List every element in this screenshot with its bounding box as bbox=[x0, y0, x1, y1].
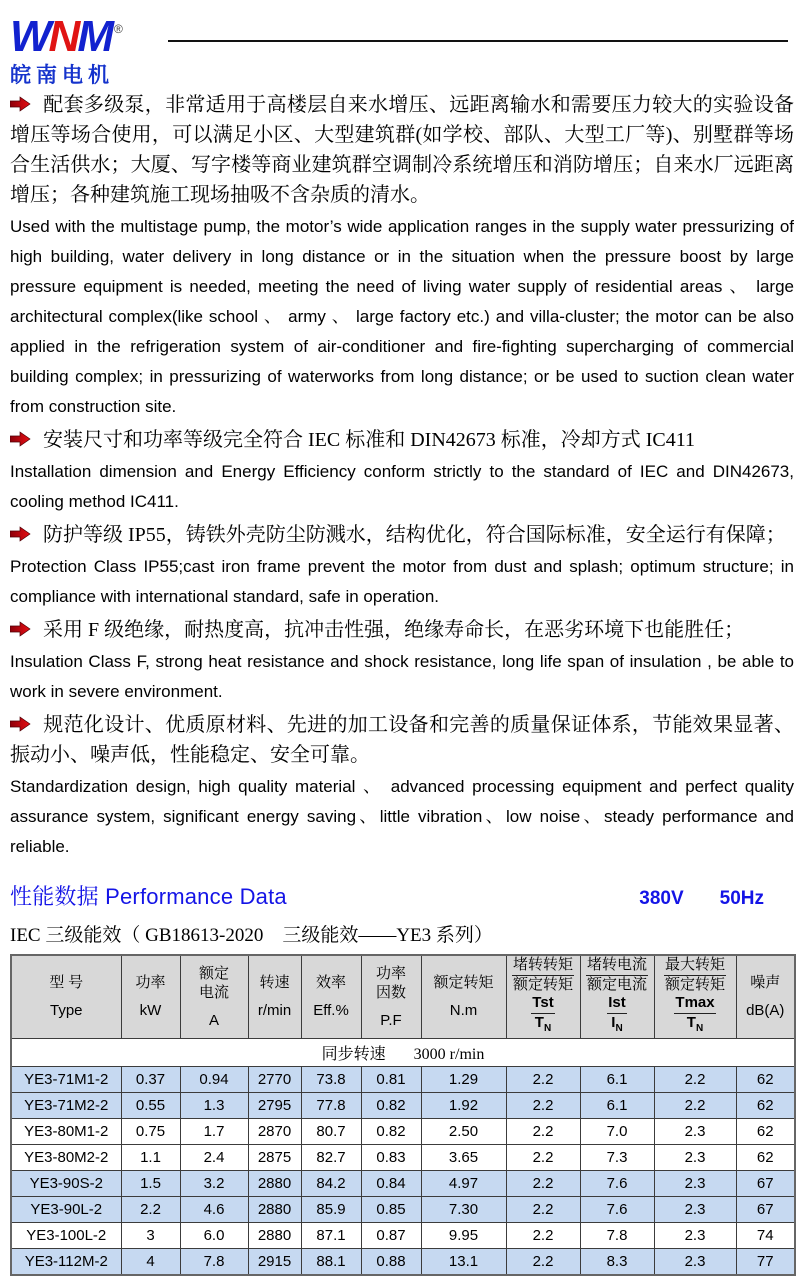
value-cell: 62 bbox=[736, 1145, 795, 1171]
bullet-paragraph-cn bbox=[10, 520, 794, 550]
sync-speed-label: 同步转速 bbox=[321, 1046, 386, 1063]
arrow-bullet-icon bbox=[10, 621, 31, 637]
value-cell: 67 bbox=[736, 1197, 795, 1223]
registered-trademark-icon: ® bbox=[113, 22, 123, 36]
col-header-rated-current bbox=[180, 955, 248, 1039]
paragraph-text: 防护等级 IP55，铸铁外壳防尘防溅水，结构优化，符合国际标准，安全运行有保障； bbox=[43, 524, 786, 546]
value-cell: 1.3 bbox=[180, 1093, 248, 1119]
logo-chinese-name: 皖南电机 bbox=[10, 64, 114, 87]
table-row bbox=[11, 1093, 795, 1119]
value-cell: 2870 bbox=[248, 1119, 301, 1145]
performance-table bbox=[10, 954, 796, 1276]
wnm-logo bbox=[10, 8, 792, 89]
col-header-locked-rotor-current-ratio bbox=[580, 955, 654, 1039]
value-cell: 2.3 bbox=[654, 1197, 736, 1223]
model-cell: YE3-90L-2 bbox=[11, 1197, 121, 1223]
fraction-denominator-cn: 额定转矩 bbox=[512, 977, 573, 993]
efficiency-standard-line: IEC 三级能效（ GB18613-2020 三级能效——YE3 系列） bbox=[10, 925, 493, 946]
value-cell: 77 bbox=[736, 1249, 795, 1276]
logo-letter-n: N bbox=[48, 12, 78, 61]
bullet-paragraph-cn bbox=[10, 425, 794, 455]
table-row bbox=[11, 1067, 795, 1093]
value-cell: 1.7 bbox=[180, 1119, 248, 1145]
value-cell: 7.3 bbox=[580, 1145, 654, 1171]
model-cell: YE3-100L-2 bbox=[11, 1223, 121, 1249]
value-cell: 62 bbox=[736, 1067, 795, 1093]
paragraph-text: 规范化设计、优质原材料、先进的加工设备和完善的质量保证体系，节能效果显著、振动小、噪声低，性能稳定、安全可靠。 bbox=[10, 714, 794, 766]
voltage-rating: 380V bbox=[639, 888, 684, 909]
header-unit: dB(A) bbox=[746, 1002, 785, 1019]
ratings bbox=[639, 888, 764, 910]
value-cell: 0.85 bbox=[361, 1197, 421, 1223]
arrow-bullet-icon bbox=[10, 431, 31, 447]
arrow-bullet-icon bbox=[10, 526, 31, 542]
value-cell: 1.92 bbox=[421, 1093, 506, 1119]
value-cell: 85.9 bbox=[301, 1197, 361, 1223]
value-cell: 2.2 bbox=[506, 1223, 580, 1249]
header-cn: 功率 因数 bbox=[375, 965, 406, 1001]
value-cell: 82.7 bbox=[301, 1145, 361, 1171]
value-cell: 2915 bbox=[248, 1249, 301, 1276]
value-cell: 2.3 bbox=[654, 1249, 736, 1276]
value-cell: 4 bbox=[121, 1249, 180, 1276]
english-paragraph: Installation dimension and Energy Efficiency conform strictly to the standard of IEC and DIN42673, cooling method IC411. bbox=[10, 462, 794, 511]
section-title: 性能数据 Performance Data bbox=[10, 884, 287, 909]
value-cell: 0.81 bbox=[361, 1067, 421, 1093]
table-header-row bbox=[11, 955, 795, 1039]
table-row bbox=[11, 1145, 795, 1171]
value-cell: 0.83 bbox=[361, 1145, 421, 1171]
value-cell: 2.50 bbox=[421, 1119, 506, 1145]
header-cn: 额定转矩 bbox=[433, 975, 494, 991]
logo-letter-m: M bbox=[77, 12, 111, 61]
value-cell: 4.97 bbox=[421, 1171, 506, 1197]
value-cell: 13.1 bbox=[421, 1249, 506, 1276]
col-header-power-factor bbox=[361, 955, 421, 1039]
fraction-denominator-symbol: $T_N$ bbox=[686, 1014, 704, 1034]
logo-letter-w: W bbox=[10, 12, 49, 61]
col-header-speed bbox=[248, 955, 301, 1039]
value-cell: 0.75 bbox=[121, 1119, 180, 1145]
fraction-denominator-cn: 额定转矩 bbox=[664, 977, 725, 993]
value-cell: 1.1 bbox=[121, 1145, 180, 1171]
value-cell: 4.6 bbox=[180, 1197, 248, 1223]
value-cell: 7.8 bbox=[180, 1249, 248, 1276]
value-cell: 2795 bbox=[248, 1093, 301, 1119]
value-cell: 2.2 bbox=[506, 1145, 580, 1171]
english-paragraph: Protection Class IP55;cast iron frame prevent the motor from dust and splash; optimum structure; in compliance with international standard, safe in operation. bbox=[10, 557, 794, 606]
value-cell: 2.2 bbox=[506, 1093, 580, 1119]
header-divider bbox=[168, 40, 788, 42]
performance-data-section bbox=[10, 880, 792, 1276]
performance-section-header bbox=[10, 880, 792, 911]
sync-speed-row bbox=[11, 1039, 795, 1067]
value-cell: 7.0 bbox=[580, 1119, 654, 1145]
value-cell: 88.1 bbox=[301, 1249, 361, 1276]
value-cell: 0.88 bbox=[361, 1249, 421, 1276]
value-cell: 7.8 bbox=[580, 1223, 654, 1249]
arrow-bullet-icon bbox=[10, 716, 31, 732]
value-cell: 1.29 bbox=[421, 1067, 506, 1093]
col-header-type bbox=[11, 955, 121, 1039]
value-cell: 7.6 bbox=[580, 1171, 654, 1197]
value-cell: 87.1 bbox=[301, 1223, 361, 1249]
fraction-denominator-symbol: $T_N$ bbox=[534, 1014, 552, 1034]
value-cell: 0.87 bbox=[361, 1223, 421, 1249]
table-row bbox=[11, 1171, 795, 1197]
value-cell: 3.65 bbox=[421, 1145, 506, 1171]
value-cell: 6.1 bbox=[580, 1067, 654, 1093]
header-unit: A bbox=[208, 1011, 219, 1029]
table-row bbox=[11, 1197, 795, 1223]
value-cell: 74 bbox=[736, 1223, 795, 1249]
value-cell: 62 bbox=[736, 1093, 795, 1119]
value-cell: 1.5 bbox=[121, 1171, 180, 1197]
bullet-paragraph-cn bbox=[10, 90, 794, 210]
value-cell: 9.95 bbox=[421, 1223, 506, 1249]
paragraph-text: 配套多级泵，非常适用于高楼层自来水增压、远距离输水和需要压力较大的实验设备增压等场合使用，可以满足小区、大型建筑群(如学校、部队、大型工厂等)、别墅群等场合生活供水；大厦、写字楼等商业建筑群空调制冷系统增压和消防增压；自来水厂远距离增压；各种建筑施工现场抽吸不含杂质的清水。 bbox=[10, 94, 794, 206]
value-cell: 6.1 bbox=[580, 1093, 654, 1119]
col-header-power bbox=[121, 955, 180, 1039]
model-cell: YE3-112M-2 bbox=[11, 1249, 121, 1276]
header-unit: Eff.% bbox=[313, 1002, 349, 1019]
value-cell: 67 bbox=[736, 1171, 795, 1197]
value-cell: 2.2 bbox=[506, 1171, 580, 1197]
header-cn: 效率 bbox=[315, 975, 346, 991]
value-cell: 0.55 bbox=[121, 1093, 180, 1119]
value-cell: 80.7 bbox=[301, 1119, 361, 1145]
frequency-rating: 50Hz bbox=[719, 888, 764, 909]
value-cell: 2.2 bbox=[654, 1093, 736, 1119]
arrow-bullet-icon bbox=[10, 96, 31, 112]
value-cell: 2880 bbox=[248, 1197, 301, 1223]
value-cell: 0.84 bbox=[361, 1171, 421, 1197]
table-row bbox=[11, 1223, 795, 1249]
value-cell: 2.3 bbox=[654, 1223, 736, 1249]
value-cell: 3 bbox=[121, 1223, 180, 1249]
intro-content bbox=[10, 90, 794, 862]
header-unit: kW bbox=[139, 1002, 162, 1019]
value-cell: 8.3 bbox=[580, 1249, 654, 1276]
table-row bbox=[11, 1119, 795, 1145]
col-header-locked-rotor-torque-ratio bbox=[506, 955, 580, 1039]
value-cell: 84.2 bbox=[301, 1171, 361, 1197]
header-cn: 额定 电流 bbox=[198, 965, 229, 1001]
value-cell: 2880 bbox=[248, 1223, 301, 1249]
value-cell: 7.30 bbox=[421, 1197, 506, 1223]
value-cell: 0.94 bbox=[180, 1067, 248, 1093]
page-header bbox=[10, 8, 792, 87]
header-unit: P.F bbox=[380, 1011, 402, 1029]
fraction-numerator-cn: 堵转转矩 bbox=[507, 956, 580, 976]
model-cell: YE3-90S-2 bbox=[11, 1171, 121, 1197]
fraction-denominator-cn: 额定电流 bbox=[586, 977, 647, 993]
fraction-numerator-symbol: Ist bbox=[581, 994, 654, 1014]
value-cell: 3.2 bbox=[180, 1171, 248, 1197]
bullet-paragraph-cn bbox=[10, 615, 794, 645]
logo-wordmark bbox=[10, 8, 792, 61]
header-unit: Type bbox=[49, 1002, 83, 1019]
english-paragraph: Standardization design, high quality material 、 advanced processing equipment and perfect quality assurance system, significant energy saving、little vibration、low noise、steady performance and reliable. bbox=[10, 777, 794, 856]
model-cell: YE3-80M1-2 bbox=[11, 1119, 121, 1145]
value-cell: 7.6 bbox=[580, 1197, 654, 1223]
value-cell: 62 bbox=[736, 1119, 795, 1145]
model-cell: YE3-80M2-2 bbox=[11, 1145, 121, 1171]
value-cell: 2.2 bbox=[121, 1197, 180, 1223]
header-cn: 功率 bbox=[135, 975, 166, 991]
model-cell: YE3-71M2-2 bbox=[11, 1093, 121, 1119]
value-cell: 2.2 bbox=[654, 1067, 736, 1093]
value-cell: 2.4 bbox=[180, 1145, 248, 1171]
col-header-efficiency bbox=[301, 955, 361, 1039]
table-row bbox=[11, 1249, 795, 1276]
value-cell: 2.2 bbox=[506, 1067, 580, 1093]
value-cell: 2875 bbox=[248, 1145, 301, 1171]
header-unit: r/min bbox=[257, 1002, 292, 1019]
col-header-noise bbox=[736, 955, 795, 1039]
header-cn: 噪声 bbox=[750, 975, 781, 991]
value-cell: 2.2 bbox=[506, 1249, 580, 1276]
value-cell: 73.8 bbox=[301, 1067, 361, 1093]
fraction-denominator-symbol: $I_N$ bbox=[611, 1014, 623, 1034]
value-cell: 2770 bbox=[248, 1067, 301, 1093]
col-header-rated-torque bbox=[421, 955, 506, 1039]
bullet-paragraph-cn bbox=[10, 710, 794, 770]
english-paragraph: Used with the multistage pump, the motor’s wide application ranges in the supply water pressurizing of high building, water delivery in long distance or in the situation when the pressure boost by large pressure equipment is needed, meeting the need of living water supply of residential areas 、 large architectural complex(like school 、 army 、 large factory etc.) and villa-cluster; the motor can be also applied in the refrigeration system of air-conditioner and fire-fighting supercharging of commercial building complex; in pressurizing of waterworks from long distance; or be used to suction clean water from construction site. bbox=[10, 217, 794, 416]
value-cell: 6.0 bbox=[180, 1223, 248, 1249]
paragraph-text: 采用 F 级绝缘，耐热度高，抗冲击性强，绝缘寿命长，在恶劣环境下也能胜任； bbox=[43, 619, 745, 641]
header-cn: 转速 bbox=[259, 975, 290, 991]
value-cell: 2.3 bbox=[654, 1171, 736, 1197]
header-unit: N.m bbox=[449, 1002, 478, 1019]
value-cell: 2.3 bbox=[654, 1145, 736, 1171]
value-cell: 2880 bbox=[248, 1171, 301, 1197]
fraction-numerator-cn: 堵转电流 bbox=[581, 956, 654, 976]
value-cell: 77.8 bbox=[301, 1093, 361, 1119]
model-cell: YE3-71M1-2 bbox=[11, 1067, 121, 1093]
sync-speed-value: 3000 r/min bbox=[413, 1046, 485, 1063]
fraction-numerator-cn: 最大转矩 bbox=[655, 956, 736, 976]
header-cn: 型 号 bbox=[49, 975, 84, 991]
fraction-numerator-symbol: Tmax bbox=[655, 994, 736, 1014]
value-cell: 0.37 bbox=[121, 1067, 180, 1093]
value-cell: 2.2 bbox=[506, 1119, 580, 1145]
value-cell: 0.82 bbox=[361, 1093, 421, 1119]
value-cell: 2.3 bbox=[654, 1119, 736, 1145]
paragraph-text: 安装尺寸和功率等级完全符合 IEC 标准和 DIN42673 标准，冷却方式 IC411 bbox=[43, 429, 696, 451]
value-cell: 0.82 bbox=[361, 1119, 421, 1145]
english-paragraph: Insulation Class F, strong heat resistance and shock resistance, long life span of insulation , be able to work in severe environment. bbox=[10, 652, 794, 701]
fraction-numerator-symbol: Tst bbox=[507, 994, 580, 1014]
sync-speed-cell bbox=[11, 1039, 795, 1067]
col-header-max-torque-ratio bbox=[654, 955, 736, 1039]
value-cell: 2.2 bbox=[506, 1197, 580, 1223]
